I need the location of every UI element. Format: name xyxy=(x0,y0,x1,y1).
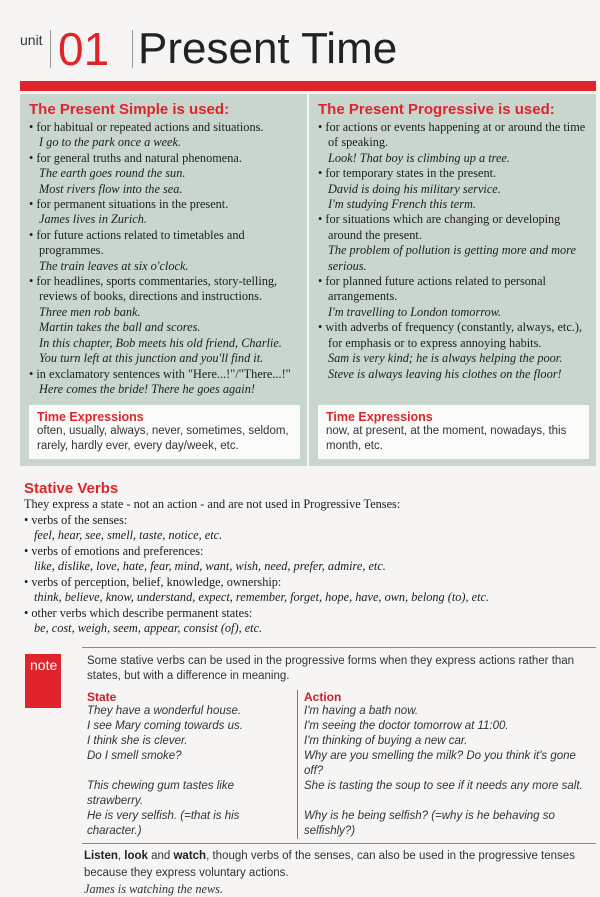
action-example: She is tasting the soup to see if it needs any more salt. xyxy=(297,779,596,809)
list-item: • for permanent situations in the present. xyxy=(29,197,229,212)
example-sentence: The problem of pollution is getting more and more serious. xyxy=(328,243,576,273)
list-item: • for habitual or repeated actions and situations. xyxy=(29,120,264,134)
keyword: Listen xyxy=(84,849,118,862)
list-item: • for actions or events happening at or around the time of speaking. xyxy=(318,120,586,150)
example-sentence: Sam is very kind; he is always helping the poor. xyxy=(328,351,563,366)
unit-number: 01 xyxy=(58,23,110,75)
stative-verbs-section xyxy=(20,480,592,637)
action-example: I'm having a bath now. xyxy=(297,704,596,719)
state-action-table xyxy=(87,690,596,839)
note-text: Some stative verbs can be used in the progressive forms when they express actions rather than states, but with a difference in meaning. xyxy=(87,654,575,682)
time-expressions-text: often, usually, always, never, sometimes, seldom, rarely, hardly ever, every day/week, etc. xyxy=(37,425,289,453)
action-heading: Action xyxy=(304,689,342,704)
divider xyxy=(50,30,51,68)
page-title: Present Time xyxy=(138,24,398,73)
example-sentence: You turn left at this junction and you'll find it. xyxy=(39,351,264,366)
stative-intro: They express a state - not an action - and are not used in Progressive Tenses: xyxy=(24,497,401,512)
action-example: I'm thinking of buying a new car. xyxy=(297,734,596,749)
note-section xyxy=(20,647,596,897)
section-heading: The Present Progressive is used: xyxy=(318,101,555,118)
list-item: • verbs of perception, belief, knowledge, ownership: xyxy=(24,574,282,589)
state-example: I see Mary coming towards us. xyxy=(87,719,243,732)
example-sentence: I'm studying French this term. xyxy=(328,197,477,212)
example-sentence: Three men rob bank. xyxy=(39,304,141,319)
keyword: look xyxy=(124,849,148,862)
list-item: • verbs of the senses: xyxy=(24,512,128,527)
example-sentence: Look! That boy is climbing up a tree. xyxy=(328,150,510,165)
action-example: Why are you smelling the milk? Do you think it's gone off? xyxy=(297,749,596,779)
example-sentence: David is doing his military service. xyxy=(328,181,501,196)
section-heading: Stative Verbs xyxy=(24,480,119,498)
time-expressions-box xyxy=(29,405,300,459)
list-item: • for headlines, sports commentaries, story-telling, reviews of books, directions and instructions. xyxy=(29,274,278,304)
time-expressions-heading: Time Expressions xyxy=(326,410,433,425)
list-item: • verbs of emotions and preferences: xyxy=(24,543,204,558)
time-expressions-heading: Time Expressions xyxy=(37,410,144,425)
divider xyxy=(82,843,596,844)
example-sentence: I go to the park once a week. xyxy=(39,135,182,150)
note-label: note xyxy=(25,654,61,708)
action-example: I'm seeing the doctor tomorrow at 11:00. xyxy=(297,719,596,734)
example-sentence: like, dislike, love, hate, fear, mind, want, wish, need, prefer, admire, etc. xyxy=(34,559,386,574)
keyword: watch xyxy=(173,849,207,862)
text: and xyxy=(147,849,174,862)
unit-label: unit xyxy=(20,32,43,48)
list-item: • for general truths and natural phenomena. xyxy=(29,150,242,165)
state-example: This chewing gum tastes like strawberry. xyxy=(87,779,235,807)
list-item: • other verbs which describe permanent states: xyxy=(24,605,253,620)
state-example: They have a wonderful house. xyxy=(87,704,242,717)
page-content xyxy=(20,94,596,897)
state-example: Do I smell smoke? xyxy=(87,749,182,762)
usage-list xyxy=(29,120,300,397)
example-sentence: I'm travelling to London tomorrow. xyxy=(328,304,502,319)
text: , though verbs of the senses, can also be used in the progressive tenses because they express voluntary actions. xyxy=(84,849,575,879)
title-underline xyxy=(20,81,596,91)
listen-look-watch-note xyxy=(84,848,584,897)
list-item: • for situations which are changing or developing around the present. xyxy=(318,212,561,242)
present-simple-box xyxy=(20,94,307,466)
example-sentence: Steve is always leaving his clothes on the floor! xyxy=(328,366,562,381)
list-item: • for temporary states in the present. xyxy=(318,166,497,181)
example-sentence: think, believe, know, understand, expect, remember, forget, hope, have, own, belong (to), etc. xyxy=(34,590,490,605)
example-sentence: The earth goes round the sun. xyxy=(39,166,186,181)
usage-list xyxy=(318,120,589,382)
usage-boxes xyxy=(20,94,596,466)
present-progressive-box xyxy=(309,94,596,466)
list-item: • with adverbs of frequency (constantly, always, etc.), for emphasis or to express annoying habits. xyxy=(318,320,583,350)
state-example: I think she is clever. xyxy=(87,734,188,747)
example-sentence: feel, hear, see, smell, taste, notice, etc. xyxy=(34,528,223,543)
divider xyxy=(82,647,596,648)
list-item: • for future actions related to timetables and programmes. xyxy=(29,227,245,258)
list-item: • for planned future actions related to personal arrangements. xyxy=(318,274,546,304)
example-sentence: James lives in Zurich. xyxy=(39,212,147,227)
example-sentence: In this chapter, Bob meets his old friend, Charlie. xyxy=(39,335,282,350)
example-sentence: The train leaves at six o'clock. xyxy=(39,258,189,273)
action-example: Why is he being selfish? (=why is he behaving so selfishly?) xyxy=(297,809,596,839)
time-expressions-text: now, at present, at the moment, nowadays, this month, etc. xyxy=(326,425,567,453)
state-example: He is very selfish. (=that is his character.) xyxy=(87,809,240,837)
example-sentence: Most rivers flow into the sea. xyxy=(39,181,183,196)
unit-header xyxy=(18,20,588,80)
time-expressions-box xyxy=(318,405,589,459)
example-sentence: Martin takes the ball and scores. xyxy=(39,320,201,335)
section-heading: The Present Simple is used: xyxy=(29,101,230,118)
divider xyxy=(132,30,133,68)
text: , xyxy=(117,849,125,862)
example-sentence: be, cost, weigh, seem, appear, consist (of), etc. xyxy=(34,621,263,636)
state-heading: State xyxy=(87,689,117,704)
stative-list xyxy=(24,513,592,637)
list-item: • in exclamatory sentences with "Here...!"/"There...!" xyxy=(29,366,291,381)
example-sentence: Here comes the bride! There he goes again! xyxy=(39,381,255,396)
example-sentence: James is watching the news. xyxy=(84,881,224,896)
